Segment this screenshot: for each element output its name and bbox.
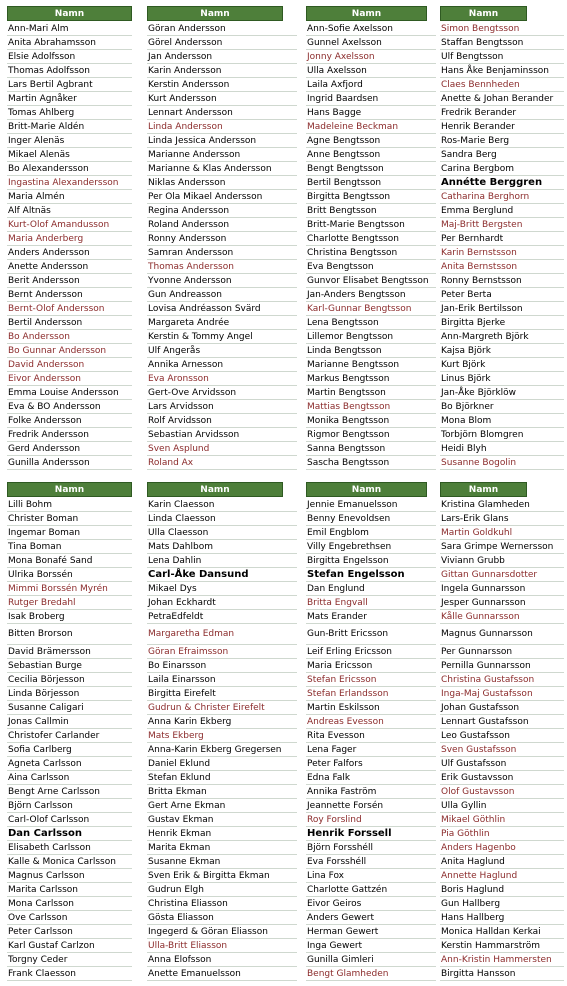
- name-entry: Daniel Eklund: [147, 757, 297, 771]
- name-entry: Elsie Adolfsson: [7, 50, 132, 64]
- name-entry: Gert Arne Ekman: [147, 799, 297, 813]
- name-entry: Christina Eliasson: [147, 897, 297, 911]
- name-entry: Gudrun Elgh: [147, 883, 297, 897]
- name-entry: Bertil Bengtsson: [306, 176, 436, 190]
- name-entry: Gert-Ove Arvidsson: [147, 386, 297, 400]
- name-entry: Bo Alexandersson: [7, 162, 132, 176]
- name-entry: Ingemar Boman: [7, 526, 132, 540]
- name-entry[interactable]: Ingastina Alexandersson: [7, 176, 132, 190]
- name-entry[interactable]: Ann-Kristin Hammersten: [440, 953, 564, 967]
- name-entry: Gunilla Andersson: [7, 456, 132, 470]
- name-entry: Mona Bonafé Sand: [7, 554, 132, 568]
- name-entry: Kalle & Monica Carlsson: [7, 855, 132, 869]
- name-entry[interactable]: Catharina Berghorn: [440, 190, 564, 204]
- name-entry: Niklas Andersson: [147, 176, 297, 190]
- name-entry[interactable]: Ulla-Britt Eliasson: [147, 939, 297, 953]
- name-entry: Christina Bengtsson: [306, 246, 436, 260]
- name-entry: Görel Andersson: [147, 36, 297, 50]
- name-entry: Annika Faström: [306, 785, 436, 799]
- name-entry: Gunilla Gimleri: [306, 953, 436, 967]
- name-entry: Ulrika Borssén: [7, 568, 132, 582]
- name-entry[interactable]: Roland Ax: [147, 456, 297, 470]
- name-entry: Edna Falk: [306, 771, 436, 785]
- name-entry: Hans Hallberg: [440, 911, 564, 925]
- name-entry: Linda Claesson: [147, 512, 297, 526]
- name-entry: Benny Enevoldsen: [306, 512, 436, 526]
- name-entry: Lars Bertil Agbrant: [7, 78, 132, 92]
- name-entry: Jesper Gunnarsson: [440, 596, 564, 610]
- name-entry: Lennart Andersson: [147, 106, 297, 120]
- name-entry[interactable]: Jonny Axelsson: [306, 50, 436, 64]
- name-entry: Karl Gustaf Carlzon: [7, 939, 132, 953]
- name-entry: Sven Erik & Birgitta Ekman: [147, 869, 297, 883]
- name-entry: Gun-Britt Ericsson: [306, 624, 436, 645]
- name-entry: Markus Bengtsson: [306, 372, 436, 386]
- name-entry: Rita Evesson: [306, 729, 436, 743]
- name-entry: Boris Haglund: [440, 883, 564, 897]
- name-entry: Ann-Margreth Björk: [440, 330, 564, 344]
- name-entry: Regina Andersson: [147, 204, 297, 218]
- name-entry: Gerd Andersson: [7, 442, 132, 456]
- name-entry[interactable]: Mats Ekberg: [147, 729, 297, 743]
- name-entry: Ingrid Baardsen: [306, 92, 436, 106]
- name-entry: Kurt Andersson: [147, 92, 297, 106]
- name-entry: Peter Falfors: [306, 757, 436, 771]
- name-entry: Birgitta Bjerke: [440, 316, 564, 330]
- name-entry: Ulla Claesson: [147, 526, 297, 540]
- name-entry: Peter Carlsson: [7, 925, 132, 939]
- name-entry: Birgitta Engelsson: [306, 554, 436, 568]
- name-entry: Anita Abrahamsson: [7, 36, 132, 50]
- name-entry[interactable]: Margaretha Edman: [147, 624, 297, 645]
- name-entry: Ronny Bernstsson: [440, 274, 564, 288]
- name-column-2: [147, 482, 297, 981]
- name-entry[interactable]: Karl-Gunnar Bengtsson: [306, 302, 436, 316]
- name-entry: Stefan Eklund: [147, 771, 297, 785]
- name-entry[interactable]: Kålle Gunnarsson: [440, 610, 564, 624]
- name-entry: PetraEdfeldt: [147, 610, 297, 624]
- name-entry: Björn Carlsson: [7, 799, 132, 813]
- name-entry[interactable]: Annette Haglund: [440, 869, 564, 883]
- name-entry: Ulla Gyllin: [440, 799, 564, 813]
- name-entry: Leif Erling Ericsson: [306, 645, 436, 659]
- name-entry: Ros-Marie Berg: [440, 134, 564, 148]
- name-entry: Lilli Bohm: [7, 498, 132, 512]
- name-entry: Eva & BO Andersson: [7, 400, 132, 414]
- name-entry: Tina Boman: [7, 540, 132, 554]
- name-entry[interactable]: Mimmi Borssén Myrén: [7, 582, 132, 596]
- name-entry: Sebastian Arvidsson: [147, 428, 297, 442]
- name-entry: Anders Gewert: [306, 911, 436, 925]
- name-entry: Ronny Andersson: [147, 232, 297, 246]
- column-header: Namn: [7, 482, 132, 497]
- name-entry[interactable]: Bernt-Olof Andersson: [7, 302, 132, 316]
- name-entry: Bertil Andersson: [7, 316, 132, 330]
- name-column-1: [7, 482, 132, 981]
- name-entry[interactable]: David Andersson: [7, 358, 132, 372]
- name-entry: Ingela Gunnarsson: [440, 582, 564, 596]
- name-entry[interactable]: Stefan Ericsson: [306, 673, 436, 687]
- name-entry: Eva Bengtsson: [306, 260, 436, 274]
- name-column-4: [440, 482, 564, 981]
- name-entry: Per Gunnarsson: [440, 645, 564, 659]
- name-entry: Emil Engblom: [306, 526, 436, 540]
- name-entry: Gunnel Axelsson: [306, 36, 436, 50]
- name-column-2: [147, 6, 297, 470]
- name-entry: Birgitta Hansson: [440, 967, 564, 981]
- name-entry: Kerstin Hammarström: [440, 939, 564, 953]
- name-entry: Heidi Blyh: [440, 442, 564, 456]
- name-entry: Rigmor Bengtsson: [306, 428, 436, 442]
- name-entry: Carina Bergbom: [440, 162, 564, 176]
- name-entry: Jeannette Forsén: [306, 799, 436, 813]
- name-entry: Bo Einarsson: [147, 659, 297, 673]
- name-entry[interactable]: Gudrun & Christer Eirefelt: [147, 701, 297, 715]
- name-entry: Bo Björkner: [440, 400, 564, 414]
- name-entry[interactable]: Claes Bennheden: [440, 78, 564, 92]
- name-entry: Torbjörn Blomgren: [440, 428, 564, 442]
- name-entry[interactable]: Rutger Bredahl: [7, 596, 132, 610]
- name-entry: Lovisa Andréasson Svärd: [147, 302, 297, 316]
- name-entry: Sascha Bengtsson: [306, 456, 436, 470]
- name-entry: Isak Broberg: [7, 610, 132, 624]
- name-entry[interactable]: Kurt-Olof Amandusson: [7, 218, 132, 232]
- name-column-3: [306, 482, 436, 981]
- column-header: Namn: [147, 6, 283, 21]
- name-entry: Martin Eskilsson: [306, 701, 436, 715]
- name-entry: Bengt Bengtsson: [306, 162, 436, 176]
- name-entry[interactable]: Pia Göthlin: [440, 827, 564, 841]
- name-entry: Karin Andersson: [147, 64, 297, 78]
- name-entry: Margareta Andrée: [147, 316, 297, 330]
- name-entry: Ann-Sofie Axelsson: [306, 22, 436, 36]
- name-entry: Elisabeth Carlsson: [7, 841, 132, 855]
- name-entry[interactable]: Maj-Britt Bergsten: [440, 218, 564, 232]
- name-entry: Per Ola Mikael Andersson: [147, 190, 297, 204]
- name-entry: Sebastian Burge: [7, 659, 132, 673]
- name-column-4: [440, 6, 564, 470]
- name-entry: Lennart Gustafsson: [440, 715, 564, 729]
- name-entry: Ulla Axelsson: [306, 64, 436, 78]
- name-entry: Jonas Callmin: [7, 715, 132, 729]
- name-entry: Herman Gewert: [306, 925, 436, 939]
- name-entry: Kajsa Björk: [440, 344, 564, 358]
- name-entry: Alf Altnäs: [7, 204, 132, 218]
- name-entry: Ann-Mari Alm: [7, 22, 132, 36]
- name-entry[interactable]: Inga-Maj Gustafsson: [440, 687, 564, 701]
- name-entry: Lena Bengtsson: [306, 316, 436, 330]
- name-entry: Anne Bengtsson: [306, 148, 436, 162]
- name-entry: Jan-Erik Bertilsson: [440, 302, 564, 316]
- name-entry: Anette Andersson: [7, 260, 132, 274]
- column-header: Namn: [147, 482, 283, 497]
- name-entry[interactable]: Linda Andersson: [147, 120, 297, 134]
- name-entry: Martin Bengtsson: [306, 386, 436, 400]
- name-entry: Jan Andersson: [147, 50, 297, 64]
- name-entry[interactable]: Karin Bernstsson: [440, 246, 564, 260]
- name-entry: Mats Dahlbom: [147, 540, 297, 554]
- name-entry[interactable]: Eva Aronsson: [147, 372, 297, 386]
- name-entry[interactable]: Maria Anderberg: [7, 232, 132, 246]
- name-entry: Linda Bengtsson: [306, 344, 436, 358]
- name-entry: Anna Karin Ekberg: [147, 715, 297, 729]
- name-entry: Roland Andersson: [147, 218, 297, 232]
- name-entry: Aina Carlsson: [7, 771, 132, 785]
- name-entry: Hans Bagge: [306, 106, 436, 120]
- name-entry: Ulf Bengtsson: [440, 50, 564, 64]
- name-entry: Ulf Gustafsson: [440, 757, 564, 771]
- name-entry: Anette Emanuelsson: [147, 967, 297, 981]
- name-entry: Lena Dahlin: [147, 554, 297, 568]
- name-entry: Folke Andersson: [7, 414, 132, 428]
- name-entry: Bengt Arne Carlsson: [7, 785, 132, 799]
- name-entry: Kerstin Andersson: [147, 78, 297, 92]
- name-entry: Gösta Eliasson: [147, 911, 297, 925]
- name-entry: Anders Andersson: [7, 246, 132, 260]
- name-entry: Anette & Johan Berander: [440, 92, 564, 106]
- name-entry: Susanne Caligari: [7, 701, 132, 715]
- name-entry: Peter Berta: [440, 288, 564, 302]
- name-entry: Gun Hallberg: [440, 897, 564, 911]
- name-entry: Jan-Åke Björklöw: [440, 386, 564, 400]
- name-entry: Ulf Angerås: [147, 344, 297, 358]
- name-entry: Linus Björk: [440, 372, 564, 386]
- name-entry: Torgny Ceder: [7, 953, 132, 967]
- name-entry: Lina Fox: [306, 869, 436, 883]
- name-entry: Lillemor Bengtsson: [306, 330, 436, 344]
- name-entry: Britt-Marie Aldén: [7, 120, 132, 134]
- name-entry[interactable]: Anders Hagenbo: [440, 841, 564, 855]
- name-entry: Kerstin & Tommy Angel: [147, 330, 297, 344]
- name-entry: Thomas Adolfsson: [7, 64, 132, 78]
- name-entry[interactable]: Andreas Evesson: [306, 715, 436, 729]
- name-entry[interactable]: Susanne Bogolin: [440, 456, 564, 470]
- name-entry[interactable]: Sven Asplund: [147, 442, 297, 456]
- name-entry: Berit Andersson: [7, 274, 132, 288]
- name-entry: Ingegerd & Göran Eliasson: [147, 925, 297, 939]
- name-entry: Mikael Dys: [147, 582, 297, 596]
- name-entry: Laila Einarsson: [147, 673, 297, 687]
- name-entry: Birgitta Eirefelt: [147, 687, 297, 701]
- name-entry: Christofer Carlander: [7, 729, 132, 743]
- name-entry: Britta Ekman: [147, 785, 297, 799]
- name-entry: Agneta Carlsson: [7, 757, 132, 771]
- name-entry: Kurt Björk: [440, 358, 564, 372]
- name-entry: Jan-Anders Bengtsson: [306, 288, 436, 302]
- name-entry: Göran Andersson: [147, 22, 297, 36]
- name-entry: Frank Claesson: [7, 967, 132, 981]
- name-entry: Birgitta Bengtsson: [306, 190, 436, 204]
- name-entry: David Brämersson: [7, 645, 132, 659]
- column-header: Namn: [306, 482, 427, 497]
- name-entry: Britt Bengtsson: [306, 204, 436, 218]
- name-entry[interactable]: Britta Engvall: [306, 596, 436, 610]
- name-entry: Per Bernhardt: [440, 232, 564, 246]
- name-entry[interactable]: Eivor Andersson: [7, 372, 132, 386]
- name-entry[interactable]: Anita Bernstsson: [440, 260, 564, 274]
- name-entry: Annétte Berggren: [440, 176, 564, 190]
- name-entry: Mats Erander: [306, 610, 436, 624]
- name-entry: Maria Almén: [7, 190, 132, 204]
- name-entry: Anita Haglund: [440, 855, 564, 869]
- name-entry: Johan Gustafsson: [440, 701, 564, 715]
- name-entry[interactable]: Bengt Glamheden: [306, 967, 436, 981]
- name-entry: Lars-Erik Glans: [440, 512, 564, 526]
- name-entry: Gustav Ekman: [147, 813, 297, 827]
- name-column-3: [306, 6, 436, 470]
- name-entry[interactable]: Sven Gustafsson: [440, 743, 564, 757]
- name-entry: Staffan Bengtsson: [440, 36, 564, 50]
- name-entry: Agne Bengtsson: [306, 134, 436, 148]
- name-entry: Jennie Emanuelsson: [306, 498, 436, 512]
- name-entry: Samran Andersson: [147, 246, 297, 260]
- name-entry: Pernilla Gunnarsson: [440, 659, 564, 673]
- column-header: Namn: [7, 6, 132, 21]
- name-entry: Laila Axfjord: [306, 78, 436, 92]
- name-entry: Karin Claesson: [147, 498, 297, 512]
- name-entry: Sandra Berg: [440, 148, 564, 162]
- name-entry[interactable]: Simon Bengtsson: [440, 22, 564, 36]
- name-entry: Gunvor Elisabet Bengtsson: [306, 274, 436, 288]
- name-entry[interactable]: Madeleine Beckman: [306, 120, 436, 134]
- name-entry: Lars Arvidsson: [147, 400, 297, 414]
- name-entry: Christer Boman: [7, 512, 132, 526]
- name-entry: Yvonne Andersson: [147, 274, 297, 288]
- name-entry[interactable]: Bo Gunnar Andersson: [7, 344, 132, 358]
- column-header: Namn: [440, 6, 527, 21]
- name-entry: Linda Börjesson: [7, 687, 132, 701]
- name-entry: Anna Elofsson: [147, 953, 297, 967]
- name-entry: Bernt Andersson: [7, 288, 132, 302]
- name-entry: Björn Forsshéll: [306, 841, 436, 855]
- name-entry: Inger Alenäs: [7, 134, 132, 148]
- name-entry: Marianne Bengtsson: [306, 358, 436, 372]
- name-entry: Mikael Alenäs: [7, 148, 132, 162]
- name-entry: Fredrik Andersson: [7, 428, 132, 442]
- name-entry: Sofia Carlberg: [7, 743, 132, 757]
- name-entry: Hans Åke Benjaminsson: [440, 64, 564, 78]
- name-entry: Anna-Karin Ekberg Gregersen: [147, 743, 297, 757]
- name-entry[interactable]: Christina Gustafsson: [440, 673, 564, 687]
- name-entry: Maria Ericsson: [306, 659, 436, 673]
- name-entry[interactable]: Mikael Göthlin: [440, 813, 564, 827]
- name-entry: Marita Ekman: [147, 841, 297, 855]
- name-entry: Marianne Andersson: [147, 148, 297, 162]
- name-entry[interactable]: Gittan Gunnarsdotter: [440, 568, 564, 582]
- name-entry[interactable]: Roy Forslind: [306, 813, 436, 827]
- name-entry: Emma Berglund: [440, 204, 564, 218]
- name-entry[interactable]: Thomas Andersson: [147, 260, 297, 274]
- name-entry: Annika Arnesson: [147, 358, 297, 372]
- name-entry: Carl-Åke Dansund: [147, 568, 297, 582]
- name-entry: Inga Gewert: [306, 939, 436, 953]
- name-entry: Magnus Carlsson: [7, 869, 132, 883]
- name-entry: Charlotte Bengtsson: [306, 232, 436, 246]
- name-entry: Monika Bengtsson: [306, 414, 436, 428]
- name-entry: Kristina Glamheden: [440, 498, 564, 512]
- name-entry[interactable]: Martin Goldkuhl: [440, 526, 564, 540]
- name-entry: Lena Fager: [306, 743, 436, 757]
- name-entry: Charlotte Gattzén: [306, 883, 436, 897]
- name-entry: Eivor Geiros: [306, 897, 436, 911]
- name-entry[interactable]: Göran Efraimsson: [147, 645, 297, 659]
- name-entry: Dan Carlsson: [7, 827, 132, 841]
- name-entry: Henrik Berander: [440, 120, 564, 134]
- name-entry: Mona Blom: [440, 414, 564, 428]
- name-entry: Gun Andreasson: [147, 288, 297, 302]
- name-entry: Britt-Marie Bengtsson: [306, 218, 436, 232]
- name-column-1: [7, 6, 132, 470]
- name-entry: Carl-Olof Carlsson: [7, 813, 132, 827]
- name-entry[interactable]: Olof Gustavsson: [440, 785, 564, 799]
- name-entry: Mona Carlsson: [7, 897, 132, 911]
- name-entry: Dan Englund: [306, 582, 436, 596]
- column-header: Namn: [306, 6, 427, 21]
- name-entry: Fredrik Berander: [440, 106, 564, 120]
- name-entry: Ove Carlsson: [7, 911, 132, 925]
- name-entry: Johan Eckhardt: [147, 596, 297, 610]
- name-entry: Rolf Arvidsson: [147, 414, 297, 428]
- name-entry[interactable]: Stefan Erlandsson: [306, 687, 436, 701]
- name-entry: Henrik Ekman: [147, 827, 297, 841]
- name-entry: Emma Louise Andersson: [7, 386, 132, 400]
- name-entry: Monica Halldan Kerkai: [440, 925, 564, 939]
- column-header: Namn: [440, 482, 527, 497]
- name-entry: Tomas Ahlberg: [7, 106, 132, 120]
- name-entry: Linda Jessica Andersson: [147, 134, 297, 148]
- name-entry: Marianne & Klas Andersson: [147, 162, 297, 176]
- name-entry: Villy Engebrethsen: [306, 540, 436, 554]
- name-entry: Henrik Forssell: [306, 827, 436, 841]
- name-entry: Leo Gustafsson: [440, 729, 564, 743]
- name-entry[interactable]: Mattias Bengtsson: [306, 400, 436, 414]
- name-entry: Marita Carlsson: [7, 883, 132, 897]
- name-entry: Martin Agnåker: [7, 92, 132, 106]
- name-entry: Bitten Brorson: [7, 624, 132, 645]
- name-entry: Viviann Grubb: [440, 554, 564, 568]
- name-entry: Stefan Engelsson: [306, 568, 436, 582]
- name-entry: Cecilia Börjesson: [7, 673, 132, 687]
- name-entry: Eva Forsshéll: [306, 855, 436, 869]
- name-entry: Sanna Bengtsson: [306, 442, 436, 456]
- name-entry[interactable]: Bo Andersson: [7, 330, 132, 344]
- name-entry: Erik Gustavsson: [440, 771, 564, 785]
- name-entry: Magnus Gunnarsson: [440, 624, 564, 645]
- name-entry: Sara Grimpe Wernersson: [440, 540, 564, 554]
- name-entry: Susanne Ekman: [147, 855, 297, 869]
